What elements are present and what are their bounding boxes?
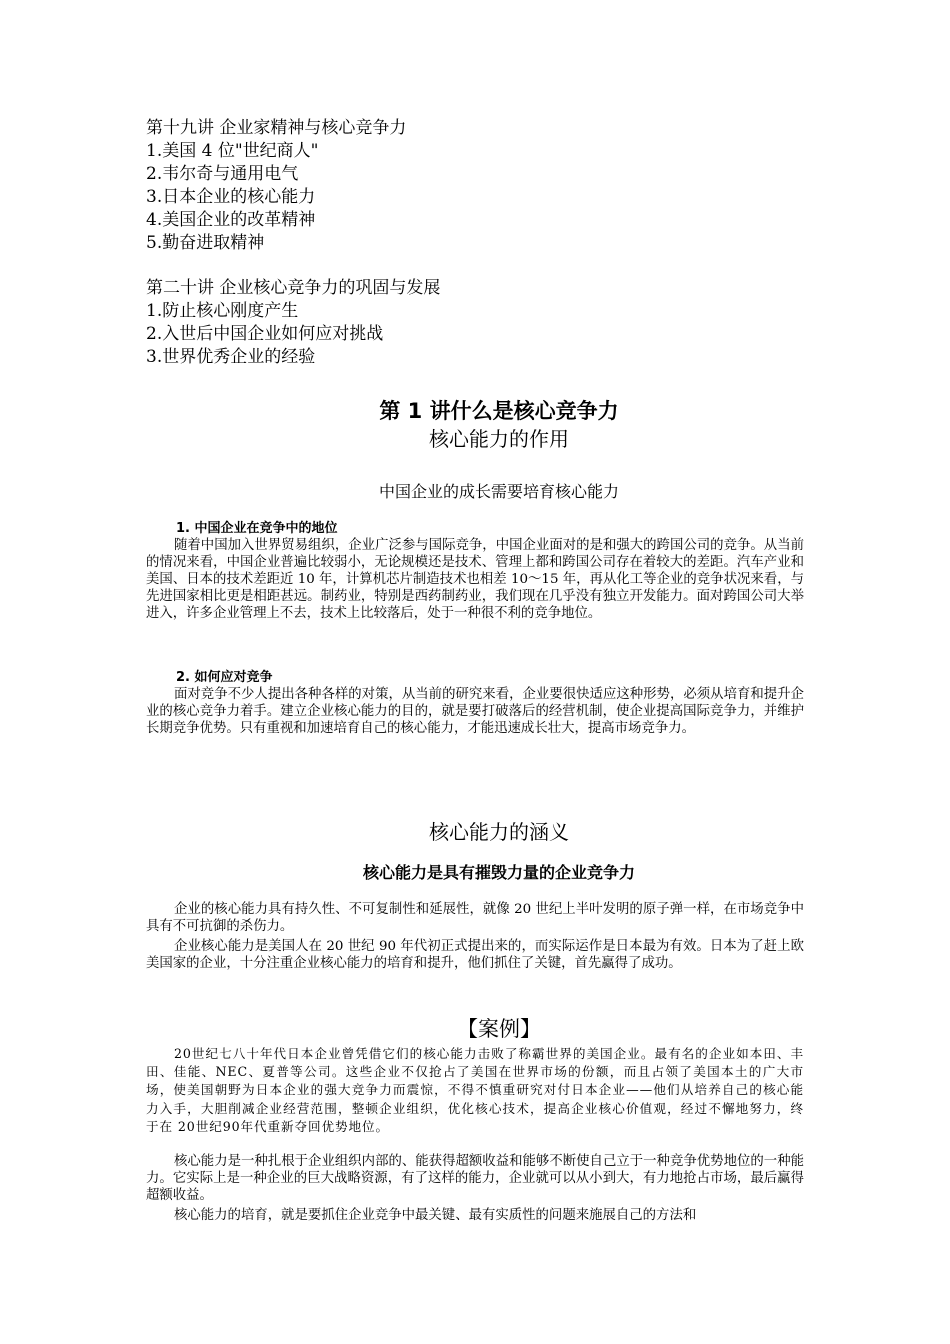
toc-item: 1.美国 4 位"世纪商人" [146, 141, 319, 161]
toc-item: 1.防止核心刚度产生 [146, 301, 299, 321]
case-paragraph-1: 20世纪七八十年代日本企业曾凭借它们的核心能力击败了称霸世界的美国企业。最有名的企业如本田、丰田、佳能、NEC、夏普等公司。这些企业不仅抢占了美国在世界市场的份额，而且占领了美国本土的广大市场，使美国朝野为日本企业的强大竞争力而震惊，不得不慎重研究对付日本企业——他们从培养自己的核心能力入手，大胆削减企业经营范围，整顿企业组织，优化核心技术，提高企业核心价值观，经过不懈地努力，终于在 20世纪90年代重新夺回优势地位。 [146, 1046, 804, 1134]
case-paragraph-3: 核心能力的培育，就是要抓住企业竞争中最关键、最有实质性的问题来施展自己的方法和 [174, 1208, 697, 1223]
subsection-heading-position: 1. 中国企业在竞争中的地位 [176, 521, 338, 536]
paragraph-meaning-2: 企业核心能力是美国人在 20 世纪 90 年代初正式提出来的，而实际运作是日本最为有效。日本为了赶上欧美国家的企业，十分注重企业核心能力的培育和提升，他们抓住了关键，首先赢得了成功。 [146, 939, 804, 971]
toc-item: 3.日本企业的核心能力 [146, 187, 316, 207]
toc-item: 4.美国企业的改革精神 [146, 210, 316, 230]
case-title: 【案例】 [457, 1017, 541, 1041]
toc-item: 5.勤奋进取精神 [146, 233, 265, 253]
subsection-heading-response: 2. 如何应对竞争 [176, 670, 273, 685]
section-heading-meaning: 核心能力的涵义 [429, 820, 569, 844]
toc-item: 3.世界优秀企业的经验 [146, 347, 316, 367]
section-subheading-destroy: 核心能力是具有摧毁力量的企业竞争力 [362, 863, 635, 882]
section-heading-growth: 中国企业的成长需要培育核心能力 [378, 482, 619, 501]
toc-lecture-19 [146, 117, 706, 255]
case-paragraph-2: 核心能力是一种扎根于企业组织内部的、能获得超额收益和能够不断使自己立于一种竞争优势地位的一种能力。它实际上是一种企业的巨大战略资源，有了这样的能力，企业就可以从小到大，有力地抢占市场，最后赢得超额收益。 [146, 1154, 804, 1203]
toc-title: 第十九讲 企业家精神与核心竞争力 [146, 118, 407, 138]
paragraph-meaning-1: 企业的核心能力具有持久性、不可复制性和延展性，就像 20 世纪上半叶发明的原子弹一样，在市场竞争中具有不可抗御的杀伤力。 [146, 902, 804, 934]
toc-lecture-20 [146, 277, 706, 369]
paragraph-response: 面对竞争不少人提出各种各样的对策，从当前的研究来看，企业要很快适应这种形势，必须从培育和提升企业的核心竞争力着手。建立企业核心能力的目的，就是要打破落后的经营机制，使企业提高国际竞争力，并维护长期竞争优势。只有重视和加速培育自己的核心能力，才能迅速成长壮大，提高市场竞争力。 [146, 687, 804, 736]
toc-item: 2.入世后中国企业如何应对挑战 [146, 324, 384, 344]
lecture-subtitle: 核心能力的作用 [429, 427, 569, 451]
toc-title: 第二十讲 企业核心竞争力的巩固与发展 [146, 278, 441, 298]
toc-item: 2.韦尔奇与通用电气 [146, 164, 299, 184]
lecture-title: 第 1 讲什么是核心竞争力 [379, 399, 619, 423]
paragraph-position: 随着中国加入世界贸易组织，企业广泛参与国际竞争，中国企业面对的是和强大的跨国公司的竞争。从当前的情况来看，中国企业普遍比较弱小，无论规模还是技术、管理上都和跨国公司存在着较大的差距。汽车产业和美国、日本的技术差距近 10 年，计算机芯片制造技术也相差 10～15 年，再从化工等企业的竞争状况来看，与先进国家相比更是相距甚远。制药业，特别是西药制药业，我们现在几乎没有独立开发能力。面对跨国公司大举进入，许多企业管理上不去，技术上比较落后，处于一种很不利的竞争地位。 [146, 538, 804, 621]
